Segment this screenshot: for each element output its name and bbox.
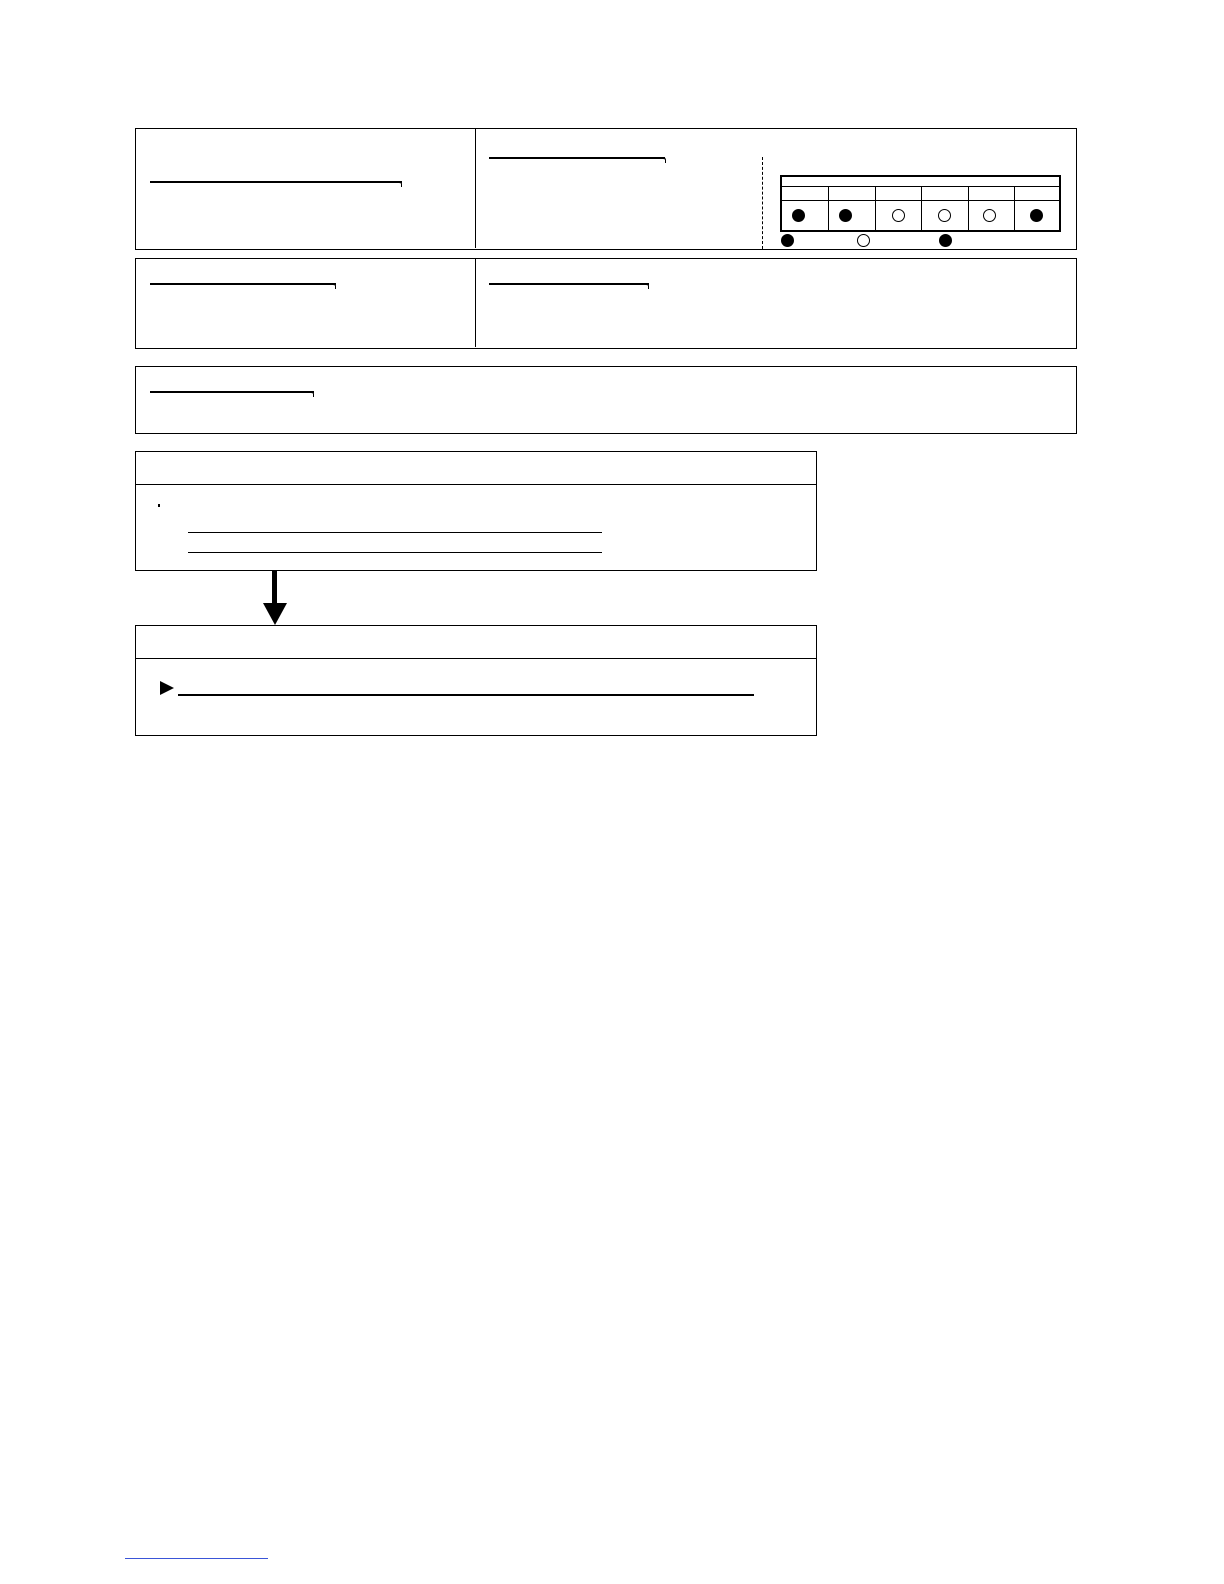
arrow-down-icon-shaft: [272, 571, 277, 603]
led-indicator-table: [780, 175, 1061, 232]
flow-step-1-bullet: [158, 504, 160, 507]
led-indicator-5: [983, 209, 996, 222]
row-3-title-hook: [310, 391, 314, 397]
flow-step-1-line-1: [188, 532, 602, 533]
flow-step-1-line-2: [188, 552, 602, 553]
led-cell-divider-5: [1014, 187, 1015, 230]
row-2-right-title-line: [489, 283, 649, 285]
led-cell-divider-4: [968, 187, 969, 230]
row-2-left-title-hook: [332, 283, 336, 289]
led-indicator-1: [792, 209, 805, 222]
flow-step-2: [135, 625, 817, 736]
led-legend-1: [781, 234, 794, 247]
row-2-divider: [475, 259, 476, 347]
led-cell-divider-2: [875, 187, 876, 230]
row-3-title-line: [150, 391, 314, 393]
flow-step-1-header: [136, 452, 816, 485]
row-1-divider: [475, 129, 476, 248]
row-1-right-title-line: [489, 157, 665, 159]
led-legend-3: [939, 234, 952, 247]
triangle-right-icon: [160, 681, 174, 695]
row-1-left-title-line: [150, 181, 402, 183]
info-row-1: [135, 128, 1077, 250]
flow-step-1: [135, 451, 817, 571]
flow-step-2-line: [178, 694, 754, 696]
led-legend-2: [857, 234, 870, 247]
led-indicator-2: [839, 209, 852, 222]
led-cell-divider-1: [828, 187, 829, 230]
led-indicator-6: [1030, 209, 1043, 222]
info-row-2: [135, 258, 1077, 349]
row-1-right-title-hook: [662, 157, 666, 163]
led-indicator-3: [892, 209, 905, 222]
row-1-left-title-hook: [398, 181, 402, 187]
row-2-left-title-line: [150, 283, 336, 285]
flow-step-2-header: [136, 626, 816, 659]
footer-link-underline[interactable]: [125, 1558, 268, 1559]
led-cell-divider-3: [921, 187, 922, 230]
led-section-separator: [762, 157, 763, 249]
arrow-down-icon: [263, 603, 287, 625]
info-row-3: [135, 366, 1077, 434]
led-table-header: [782, 177, 1059, 187]
row-2-right-title-hook: [645, 283, 649, 289]
led-indicator-4: [938, 209, 951, 222]
